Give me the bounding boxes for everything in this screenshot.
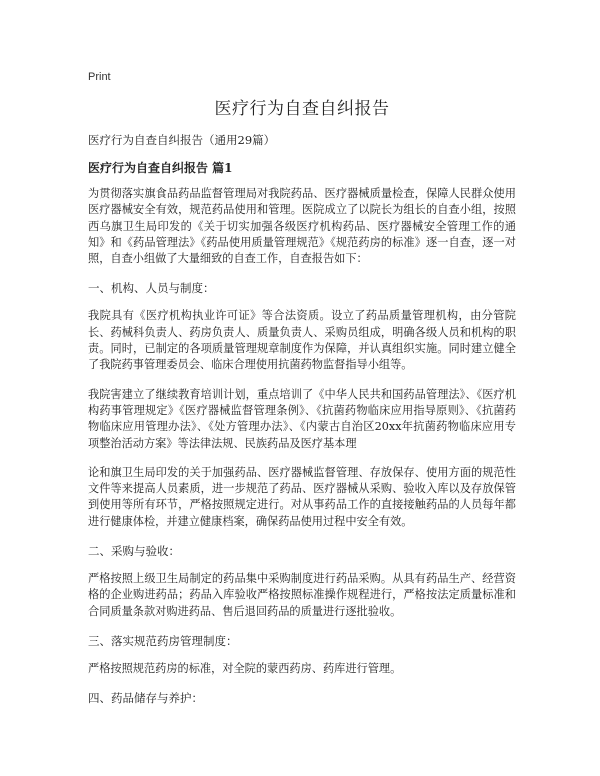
heading-storage: 四、药品储存与养护：	[88, 691, 203, 706]
heading-institutions: 一、机构、人员与制度：	[88, 281, 215, 296]
paragraph-training: 我院害建立了继续教育培训计划，重点培训了《中华人民共和国药品管理法》、《医疗机构药事管理规定》《医疗器械监督管理条例》、《抗菌药物临床应用指导原则》、《抗菌药物临床应用管理办法》、《处方管理办法》、《内蒙古自治区20xx年抗菌药物临床应用专项整治活动方案》等法律法规、民族药品及医疗基本理	[88, 387, 516, 450]
print-label: Print	[88, 71, 111, 83]
paragraph-institutions: 我院具有《医疗机构执业许可证》等合法资质。设立了药品质量管理机构，由分管院长、药械科负责人、药房负责人、质量负责人、采购员组成，明确各级人员和机构的职责。同时，已制定的各项质量管理规章制度作为保障，并认真组织实施。同时建立健全了我院药事管理委员会、临床合理使用抗菌药物监督指导小组等。	[88, 309, 516, 372]
paragraph-regulations: 论和旗卫生局印发的关于加强药品、医疗器械监督管理、存放保存、使用方面的规范性文件等来提高人员素质，进一步规范了药品、医疗器械从采购、验收入库以及存放保管到使用等所有环节，严格按照规定进行。对从事药品工作的直接接触药品的人员每年都进行健康体检，并建立健康档案，确保药品使用过程中安全有效。	[88, 465, 516, 528]
document-subtitle: 医疗行为自查自纠报告（通用29篇）	[88, 133, 276, 147]
document-page	[88, 70, 516, 718]
paragraph-procurement: 严格按照上级卫生局制定的药品集中采购制度进行药品采购。从具有药品生产、经营资格的企业购进药品；药品入库验收严格按照标准操作规程进行，严格按法定质量标准和合同质量条款对购进药品、售后退回药品的质量进行逐批验收。	[88, 572, 516, 618]
paragraph-pharmacy: 严格按照规范药房的标准，对全院的蒙西药房、药库进行管理。	[88, 661, 402, 675]
section-heading: 医疗行为自查自纠报告 篇1	[88, 161, 233, 175]
heading-pharmacy: 三、落实规范药房管理制度：	[88, 633, 238, 648]
paragraph-intro: 为贯彻落实旗食品药品监督管理局对我院药品、医疗器械质量检查，保障人民群众使用医疗器械安全有效，规范药品使用和管理。医院成立了以院长为组长的自查小组，按照西乌旗卫生局印发的《关于切实加强各级医疗机构药品、医疗器械安全管理工作的通知》和《药品管理法》《药品使用质量管理规范》《规范药房的标准》逐一自查，逐一对照，自查小组做了大量细致的自查工作，自查报告如下：	[88, 187, 516, 266]
document-title: 医疗行为自查自纠报告	[214, 99, 390, 119]
heading-procurement: 二、采购与验收：	[88, 544, 180, 559]
